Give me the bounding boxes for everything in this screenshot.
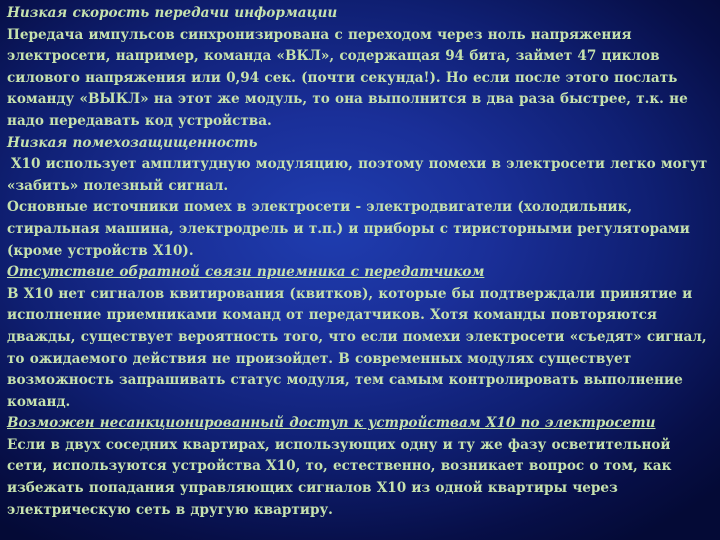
slide-text [7,3,708,521]
paragraph-unauthorized-access: Если в двух соседних квартирах, использующих одну и ту же фазу осветительной сети, используются устройства X10, то, естественно, возникает вопрос о том, как избежать попадания управляющих сигналов X10 из одной квартиры через электрическую сеть в другую квартиру. [7,436,672,518]
paragraph-amplitude-modulation: X10 использует амплитудную модуляцию, поэтому помехи в электросети легко могут «забить» полезный сигнал. [7,156,708,194]
heading-no-feedback: Отсутствие обратной связи приемника с передатчиком [7,264,485,281]
paragraph-low-speed: Передача импульсов синхронизирована с переходом через ноль напряжения электросети, например, команда «ВКЛ», содержащая 94 бита, займет 47 циклов силового напряжения или 0,94 сек. (почти секунда!). Но если после этого послать команду «ВЫКЛ» на этот же модуль, то она выполнится в два раза быстрее, т.к. не надо передавать код устройства. [7,26,688,129]
paragraph-no-feedback: В X10 нет сигналов квитирования (квитков), которые бы подтверждали принятие и исполнение приемниками команд от передатчиков. Хотя команды повторяются дважды, существует вероятность того, что если помехи электросети «съедят» сигнал, то ожидаемого действия не произойдет. В современных модулях существует возможность запрашивать статус модуля, тем самым контролировать выполнение команд. [7,285,707,410]
heading-low-noise-immunity: Низкая помехозащищенность [7,134,258,151]
heading-unauthorized-access: Возможен несанкционированный доступ к устройствам X10 по электросети [7,415,656,432]
heading-low-speed: Низкая скорость передачи информации [7,5,338,21]
paragraph-noise-sources: Основные источники помех в электросети - электродвигатели (холодильник, стиральная машина, электродрель и т.п.) и приборы с тиристорными регуляторами (кроме устройств X10). [7,199,690,259]
